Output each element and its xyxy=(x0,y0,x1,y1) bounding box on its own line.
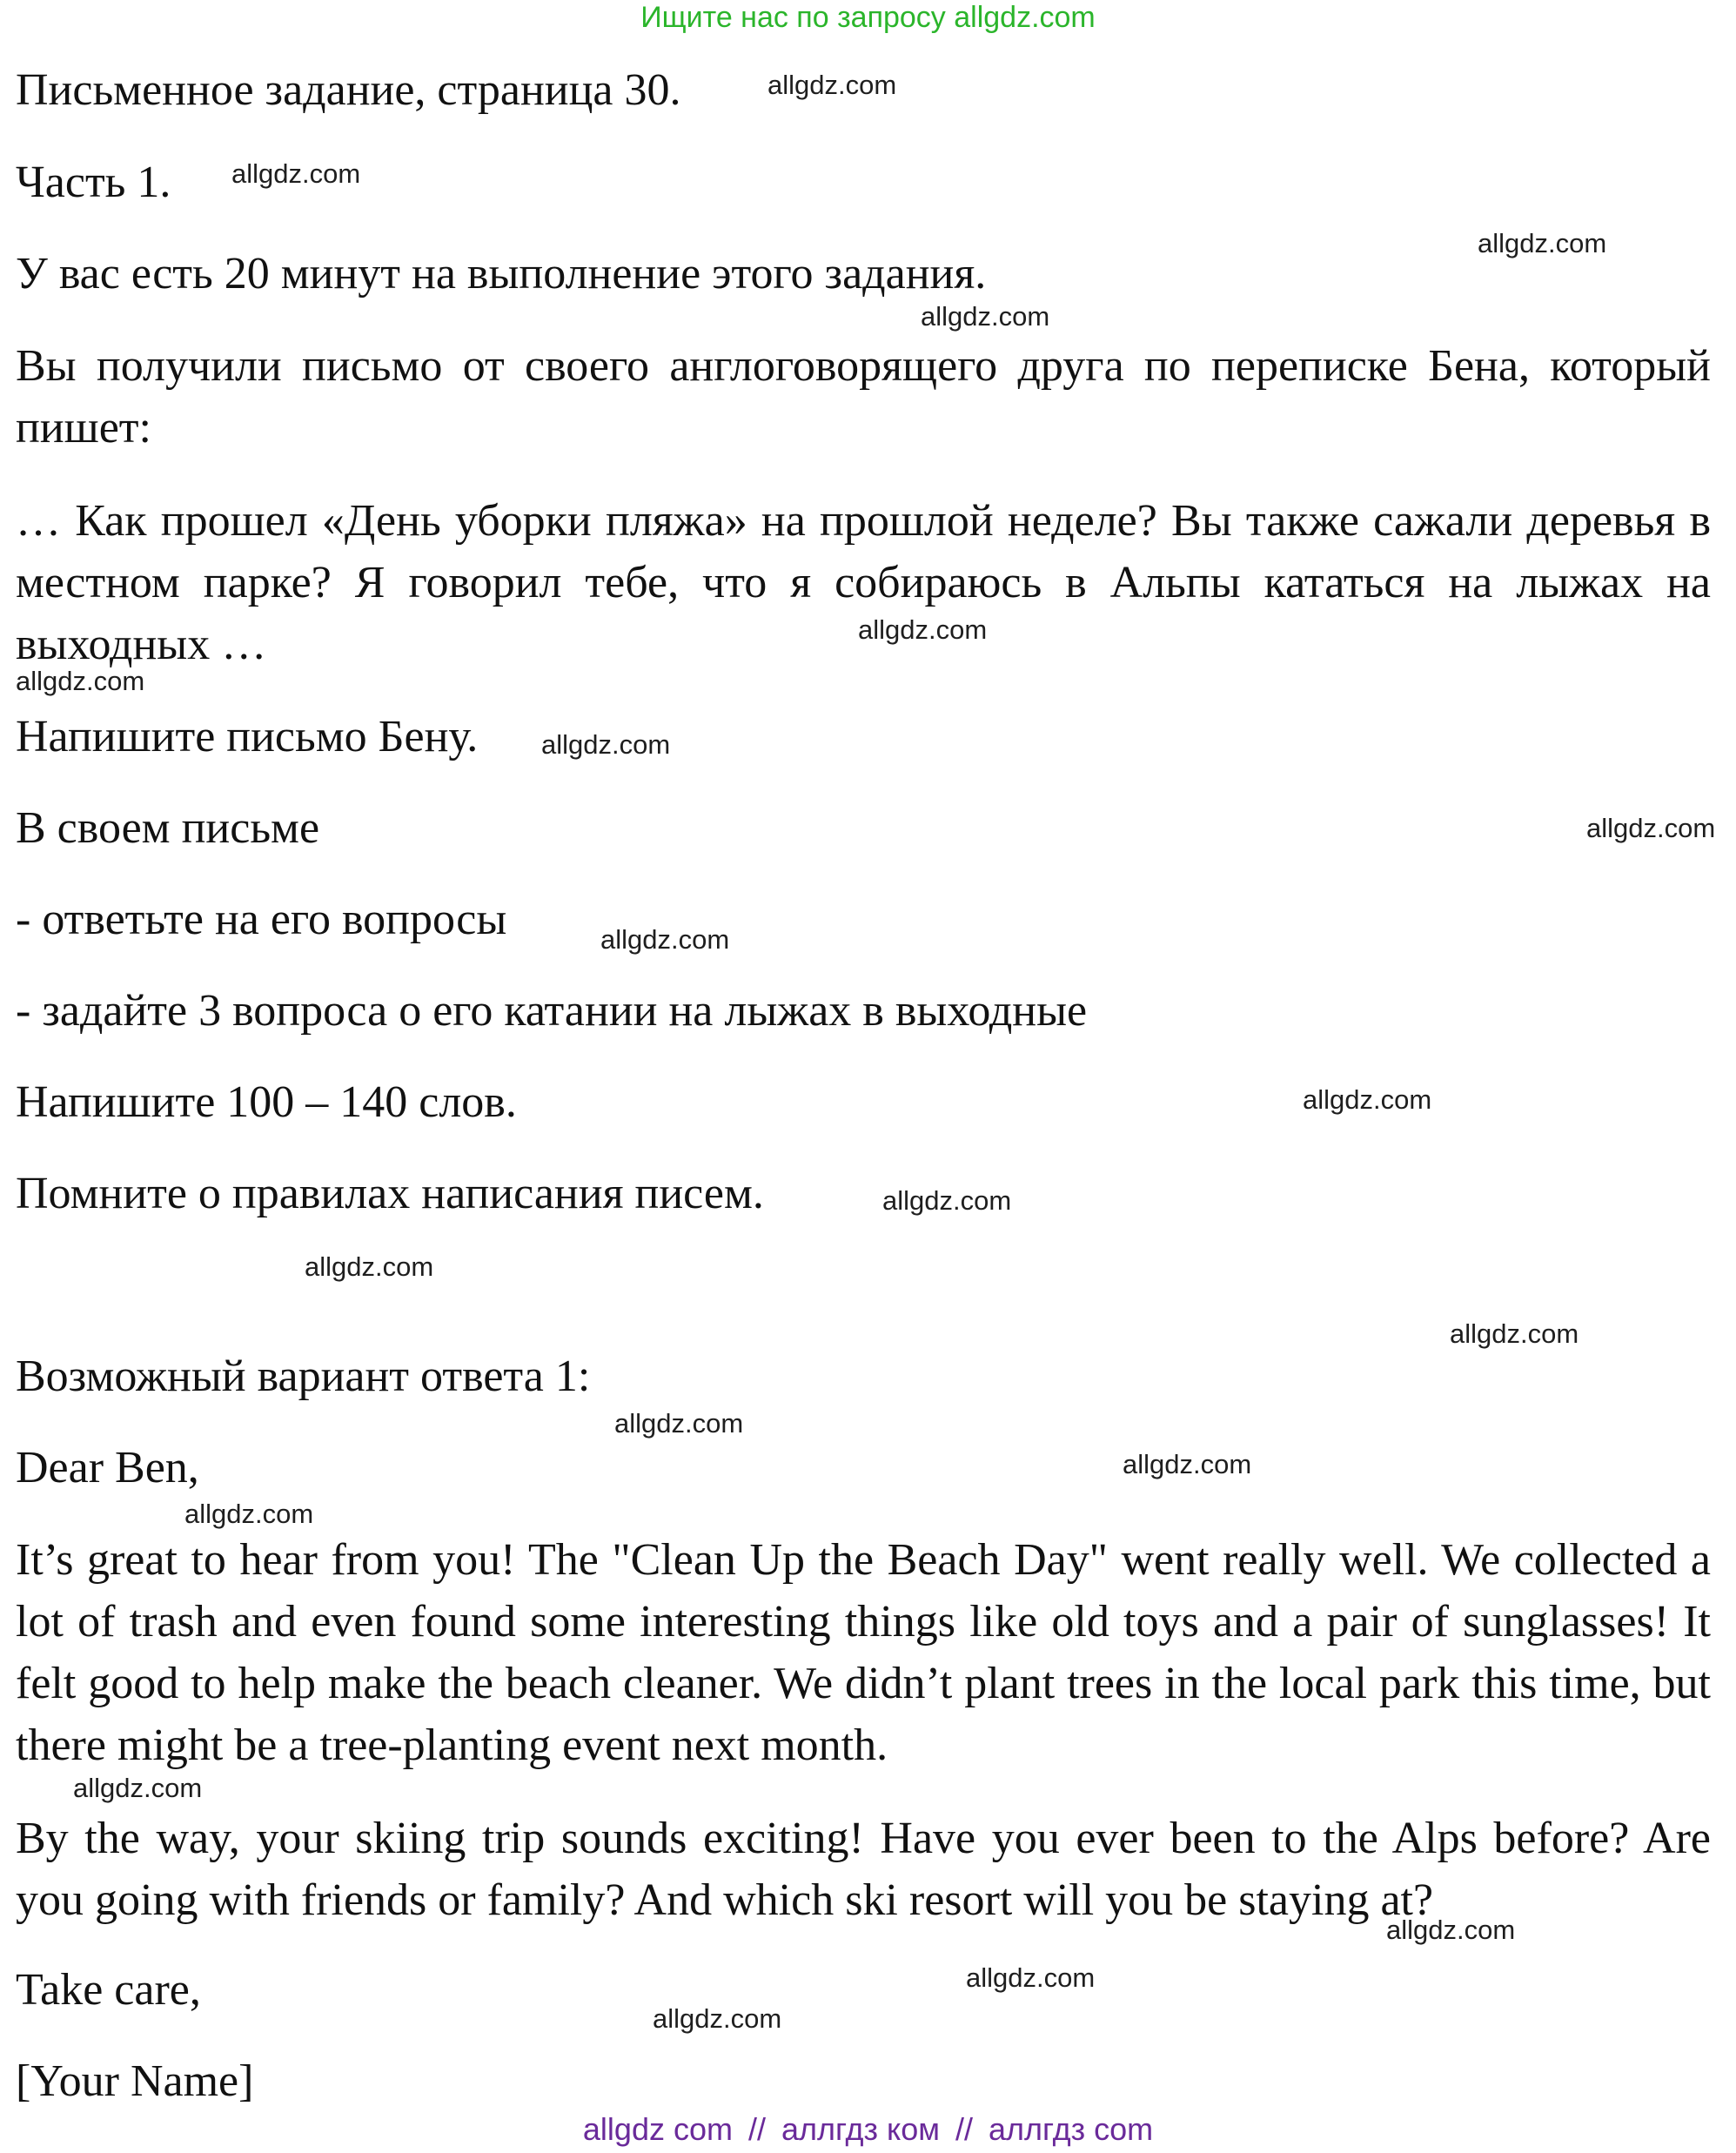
watermark: allgdz.com xyxy=(767,70,897,100)
task-part: Часть 1. xyxy=(16,158,171,207)
header-note: Ищите нас по запросу allgdz.com xyxy=(640,1,1096,34)
watermark: allgdz.com xyxy=(16,666,145,696)
letter-paragraph-1: It’s great to hear from you! The "Clean Up the Beach Day" went really well. We collected a lot of trash and even found some interesting things like old toys and a pair of sunglasses! It felt good to help make the beach cleaner. We didn’t plant trees in the local park this time, but there might be a tree-planting event next month. xyxy=(16,1535,1711,1770)
footer-link-cyrillic-kom[interactable]: аллгдз ком xyxy=(781,2111,940,2147)
task-in-letter: В своем письме xyxy=(16,803,320,853)
watermark: allgdz.com xyxy=(921,301,1050,332)
task-intro: Вы получили письмо от своего англоговорящего друга по переписке Бена, который пишет: xyxy=(16,341,1711,453)
task-bullet-answer: - ответьте на его вопросы xyxy=(16,895,507,944)
task-title: Письменное задание, страница 30. xyxy=(16,65,681,115)
letter-closing: Take care, xyxy=(16,1965,201,2015)
watermark: allgdz.com xyxy=(882,1185,1012,1216)
letter-excerpt: … Как прошел «День уборки пляжа» на прошлой неделе? Вы также сажали деревья в местном парке? Я говорил тебе, что я собираюсь в Альпы кататься на лыжах на выходных … xyxy=(16,496,1711,669)
footer-note xyxy=(0,2110,1736,2149)
watermark: allgdz.com xyxy=(231,158,361,189)
task-time-note: У вас есть 20 минут на выполнение этого задания. xyxy=(16,249,987,298)
task-bullet-ask: - задайте 3 вопроса о его катании на лыжах в выходные xyxy=(16,986,1088,1036)
watermark: allgdz.com xyxy=(1123,1449,1252,1479)
watermark: allgdz.com xyxy=(600,924,730,955)
watermark: allgdz.com xyxy=(305,1251,434,1282)
watermark: allgdz.com xyxy=(73,1773,203,1803)
footer-link-cyrillic-com[interactable]: аллгдз com xyxy=(989,2111,1154,2147)
watermark: allgdz.com xyxy=(858,614,988,645)
footer-link-allgdz[interactable]: allgdz com xyxy=(582,2111,733,2147)
task-rules-note: Помните о правилах написания писем. xyxy=(16,1169,764,1218)
watermark: allgdz.com xyxy=(966,1962,1096,1993)
watermark: allgdz.com xyxy=(1478,228,1607,258)
watermark: allgdz.com xyxy=(1450,1318,1579,1349)
watermark: allgdz.com xyxy=(1386,1915,1516,1945)
footer-separator: // xyxy=(955,2111,974,2147)
letter-greeting: Dear Ben, xyxy=(16,1443,199,1492)
task-word-count: Напишите 100 – 140 слов. xyxy=(16,1077,517,1127)
footer-separator: // xyxy=(747,2111,766,2147)
letter-signature: [Your Name] xyxy=(16,2056,254,2106)
watermark: allgdz.com xyxy=(614,1408,744,1439)
watermark: allgdz.com xyxy=(184,1499,314,1529)
letter-paragraph-2: By the way, your skiing trip sounds exciting! Have you ever been to the Alps before? Are you going with friends or family? And which ski resort will you be staying at? xyxy=(16,1814,1711,1925)
answer-heading: Возможный вариант ответа 1: xyxy=(16,1351,591,1401)
watermark: allgdz.com xyxy=(1586,813,1716,843)
task-instruction: Напишите письмо Бену. xyxy=(16,712,479,761)
watermark: allgdz.com xyxy=(1303,1084,1432,1115)
watermark: allgdz.com xyxy=(653,2003,782,2034)
watermark: allgdz.com xyxy=(541,729,671,760)
